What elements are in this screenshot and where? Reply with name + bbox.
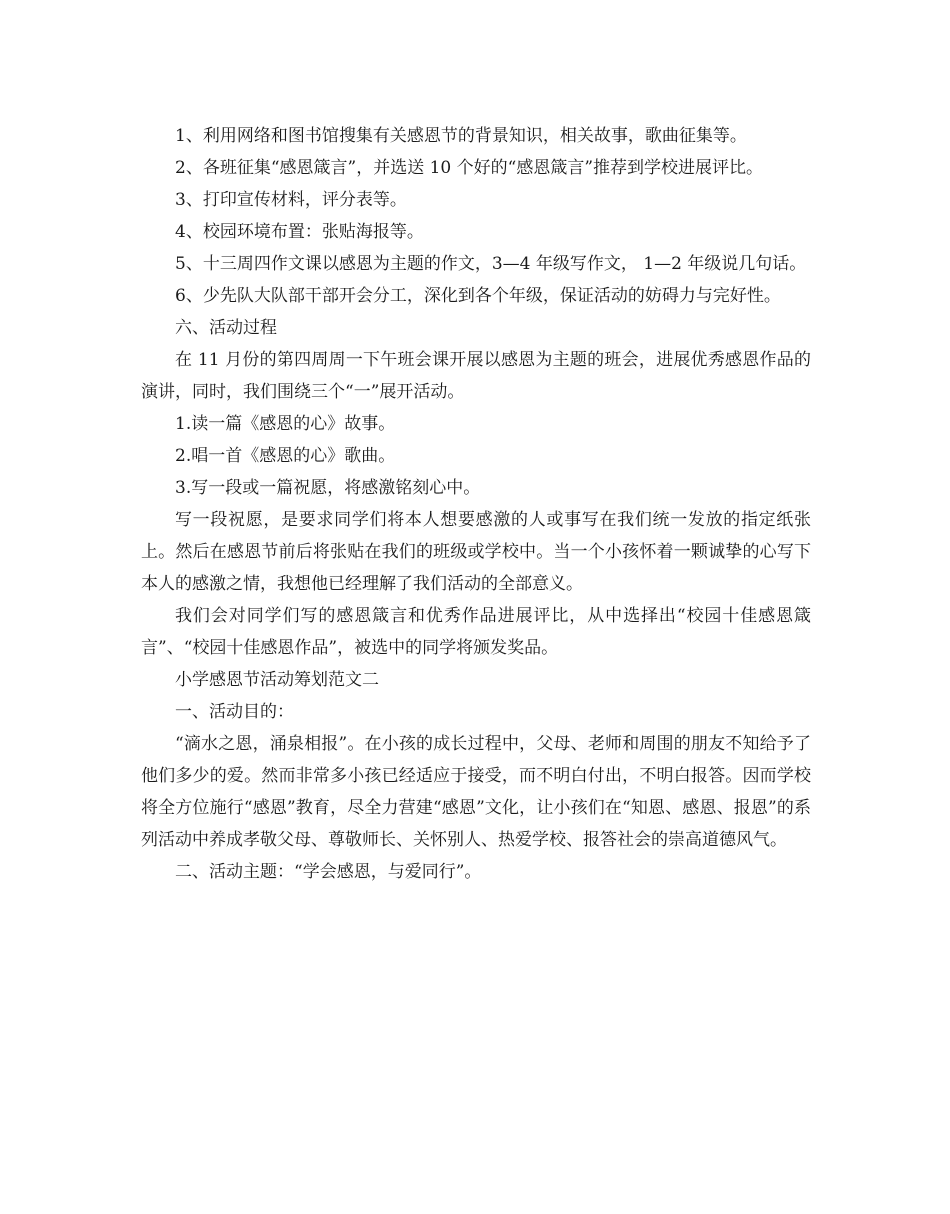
paragraph-item-2: 2、各班征集“感恩箴言”，并选送 10 个好的“感恩箴言”推荐到学校进展评比。 [175,158,764,178]
paragraph-wishes: 写一段祝愿，是要求同学们将本人想要感激的人或事写在我们统一发放的指定纸张上。然后在感恩节前后将张贴在我们的班级或学校中。当一个小孩怀着一颗诚挚的心写下本人的感激之情，我想他已经理解了我们活动的全部意义。 [141,510,811,594]
section-heading-process: 六、活动过程 [175,318,277,338]
document-body [141,120,811,888]
paragraph-evaluation: 我们会对同学们写的感恩箴言和优秀作品进展评比，从中选择出“校园十佳感恩箴言”、“校园十佳感恩作品”，被选中的同学将颁发奖品。 [141,606,811,658]
paragraph-process-intro: 在 11 月份的第四周周一下午班会课开展以感恩为主题的班会，进展优秀感恩作品的演讲，同时，我们围绕三个“一”展开活动。 [141,350,811,402]
list-item-write: 3.写一段或一篇祝愿，将感激铭刻心中。 [175,478,481,498]
section-title-sample-two: 小学感恩节活动筹划范文二 [175,670,379,690]
paragraph-item-1: 1、利用网络和图书馆搜集有关感恩节的背景知识，相关故事，歌曲征集等。 [175,126,747,146]
paragraph-item-4: 4、校园环境布置：张贴海报等。 [175,222,424,242]
paragraph-purpose: “滴水之恩，涌泉相报”。在小孩的成长过程中，父母、老师和周围的朋友不知给予了他们多少的爱。然而非常多小孩已经适应于接受，而不明白付出，不明白报答。因而学校将全方位施行“感恩”教育，尽全力营建“感恩”文化，让小孩们在“知恩、感恩、报恩”的系列活动中养成孝敬父母、尊敬师长、关怀别人、热爱学校、报答社会的崇高道德风气。 [141,734,811,850]
section-heading-theme: 二、活动主题：“学会感恩，与爱同行”。 [175,862,482,882]
paragraph-item-6: 6、少先队大队部干部开会分工，深化到各个年级，保证活动的妨碍力与完好性。 [175,286,781,306]
section-heading-purpose: 一、活动目的： [175,702,294,722]
paragraph-item-3: 3、打印宣传材料，评分表等。 [175,190,407,210]
list-item-sing: 2.唱一首《感恩的心》歌曲。 [175,446,396,466]
list-item-read: 1.读一篇《感恩的心》故事。 [175,414,396,434]
paragraph-item-5: 5、十三周四作文课以感恩为主题的作文，3—4 年级写作文， 1—2 年级说几句话。 [175,254,807,274]
